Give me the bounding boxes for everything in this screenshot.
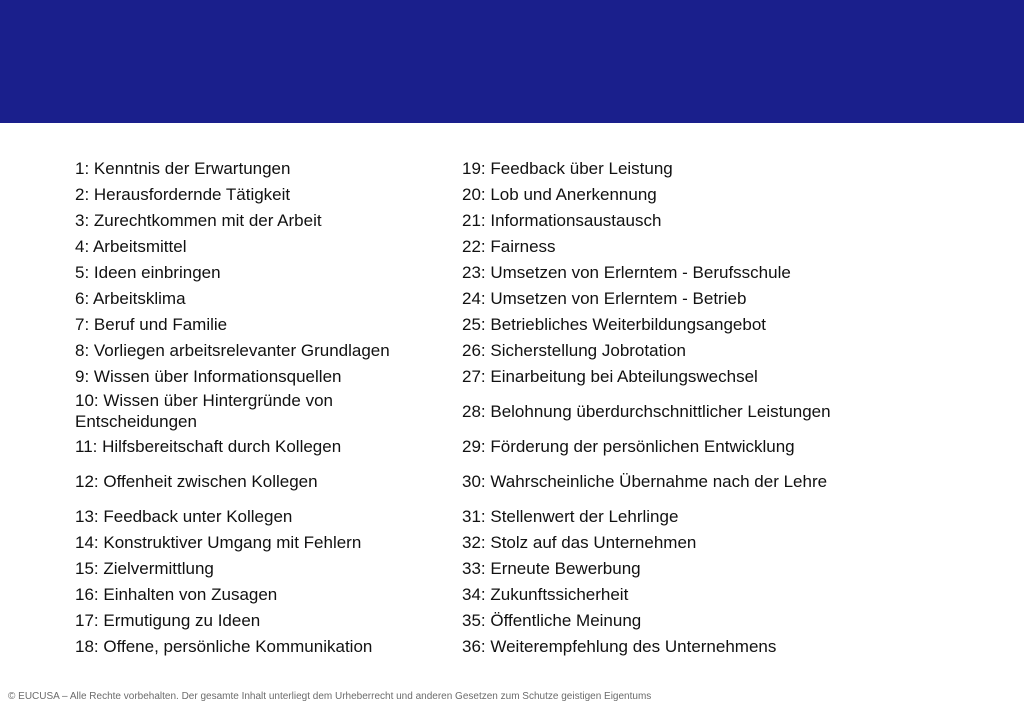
list-item: 21: Informationsaustausch — [462, 210, 662, 230]
list-item: 2: Herausfordernde Tätigkeit — [75, 184, 291, 204]
list-item: 33: Erneute Bewerbung — [462, 558, 641, 578]
list-item: 6: Arbeitsklima — [75, 288, 186, 308]
item-list-left — [75, 155, 445, 659]
list-item: 11: Hilfsbereitschaft durch Kollegen — [75, 436, 342, 456]
list-item: 12: Offenheit zwischen Kollegen — [75, 471, 318, 491]
list-item: 24: Umsetzen von Erlerntem - Betrieb — [462, 288, 747, 308]
list-item: 14: Konstruktiver Umgang mit Fehlern — [75, 532, 362, 552]
header-band — [0, 0, 1024, 123]
list-item: 16: Einhalten von Zusagen — [75, 584, 278, 604]
list-item: 10: Wissen über Hintergründe von Entscheidungen — [75, 391, 333, 431]
list-item: 13: Feedback unter Kollegen — [75, 506, 293, 526]
list-item: 27: Einarbeitung bei Abteilungswechsel — [462, 366, 758, 386]
list-item: 5: Ideen einbringen — [75, 262, 221, 282]
list-item: 36: Weiterempfehlung des Unternehmens — [462, 636, 777, 656]
list-item: 17: Ermutigung zu Ideen — [75, 610, 261, 630]
item-list-right — [462, 155, 862, 659]
list-item: 8: Vorliegen arbeitsrelevanter Grundlagen — [75, 340, 390, 360]
list-item: 25: Betriebliches Weiterbildungsangebot — [462, 314, 766, 334]
list-item: 23: Umsetzen von Erlerntem - Berufsschule — [462, 262, 791, 282]
list-item: 28: Belohnung überdurchschnittlicher Leistungen — [462, 401, 831, 421]
list-item: 22: Fairness — [462, 236, 556, 256]
copyright-notice: © EUCUSA – Alle Rechte vorbehalten. Der gesamte Inhalt unterliegt dem Urheberrecht und anderen Gesetzen zum Schutze geistigen Eigentums — [8, 691, 652, 702]
list-item: 20: Lob und Anerkennung — [462, 184, 657, 204]
list-item: 9: Wissen über Informationsquellen — [75, 366, 342, 386]
list-item: 32: Stolz auf das Unternehmen — [462, 532, 697, 552]
list-item: 30: Wahrscheinliche Übernahme nach der Lehre — [462, 471, 828, 491]
list-item: 1: Kenntnis der Erwartungen — [75, 158, 291, 178]
list-item: 18: Offene, persönliche Kommunikation — [75, 636, 373, 656]
list-item: 19: Feedback über Leistung — [462, 158, 673, 178]
list-item: 3: Zurechtkommen mit der Arbeit — [75, 210, 322, 230]
list-item: 31: Stellenwert der Lehrlinge — [462, 506, 679, 526]
list-item: 15: Zielvermittlung — [75, 558, 214, 578]
list-item: 4: Arbeitsmittel — [75, 236, 187, 256]
list-item: 34: Zukunftssicherheit — [462, 584, 629, 604]
list-item: 26: Sicherstellung Jobrotation — [462, 340, 686, 360]
list-item: 29: Förderung der persönlichen Entwicklung — [462, 436, 795, 456]
list-item: 35: Öffentliche Meinung — [462, 610, 642, 630]
list-item: 7: Beruf und Familie — [75, 314, 228, 334]
